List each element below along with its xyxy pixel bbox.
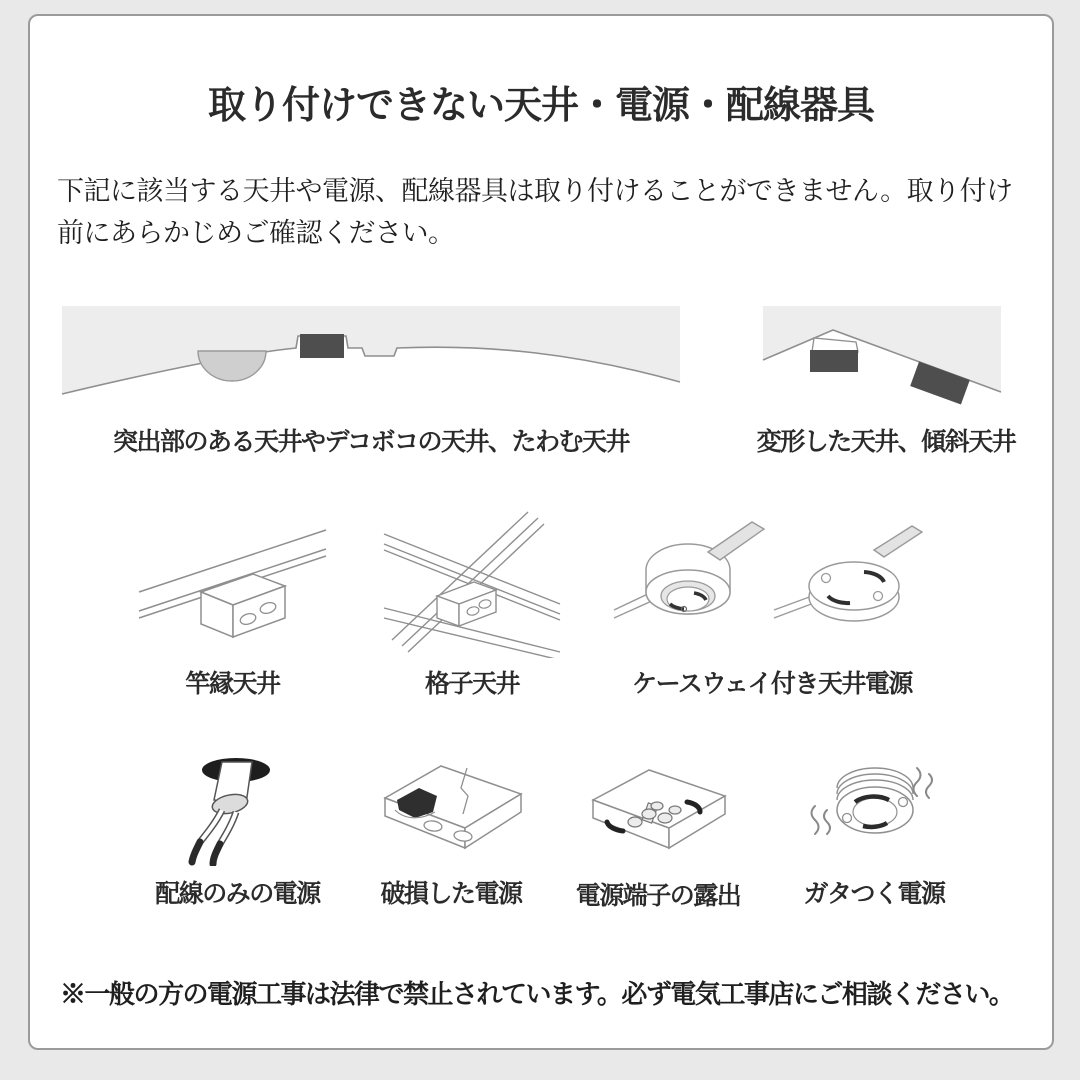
bumpy-sagging-ceiling-icon [60,296,682,408]
figure-bumpy-sagging-ceiling [60,296,682,458]
figure-batten-ceiling [135,508,330,700]
figure-caption: 配線のみの電源 [155,880,320,908]
footer-note: ※一般の方の電源工事は法律で禁止されています。必ず電気工事店にご相談ください。 [60,979,1014,1009]
figure-lattice-ceiling [382,508,562,700]
raceway-ceiling-outlet-icon [612,508,932,658]
figure-caption: 格子天井 [424,670,519,698]
figure-wiring-only-outlet [155,754,320,910]
figure-exposed-terminal-outlet [575,756,741,912]
wobbly-outlet-icon [799,754,949,866]
info-card [28,14,1054,1050]
figure-wobbly-outlet [799,754,949,910]
exposed-terminal-outlet-icon [583,756,733,868]
figure-caption: 電源端子の露出 [575,882,741,910]
figure-caption: ケースウェイ付き天井電源 [632,670,912,698]
deformed-sloped-ceiling-icon [755,294,1017,406]
batten-ceiling-icon [135,508,330,658]
figure-raceway-ceiling-outlet [612,508,932,700]
intro-text: 下記に該当する天井や電源、配線器具は取り付けることができません。取り付け前にあらかじめご確認ください。 [57,176,1013,248]
damaged-outlet-icon [371,754,531,866]
figure-caption: ガタつく電源 [803,880,945,908]
figure-caption: 竿縁天井 [185,670,280,698]
wiring-only-outlet-icon [170,754,305,866]
page-title: 取り付けできない天井・電源・配線器具 [207,85,874,127]
figure-damaged-outlet [370,754,532,910]
figure-deformed-sloped-ceiling [755,294,1017,458]
figure-caption: 変形した天井、傾斜天井 [756,428,1016,456]
lattice-ceiling-icon [382,508,562,658]
figure-caption: 突出部のある天井やデコボコの天井、たわむ天井 [112,428,629,456]
figure-caption: 破損した電源 [380,880,522,908]
